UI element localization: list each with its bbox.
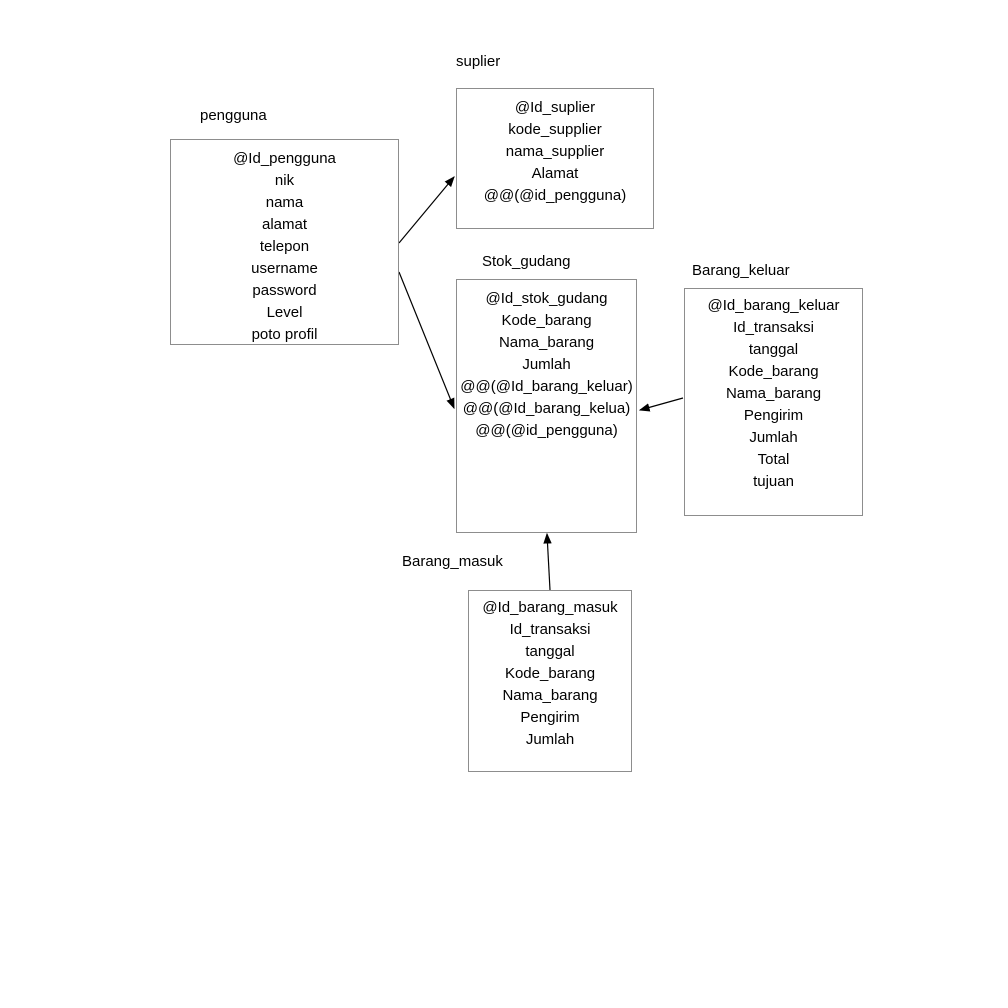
attribute: Level xyxy=(266,304,303,321)
attribute: @Id_barang_masuk xyxy=(482,599,618,616)
edge-pengguna-suplier xyxy=(399,177,454,243)
entity-suplier-box[interactable] xyxy=(456,88,654,229)
attribute: Jumlah xyxy=(525,731,575,748)
attribute: telepon xyxy=(259,238,310,255)
attribute: @@(@Id_barang_keluar) xyxy=(460,378,633,395)
edge-pengguna-stok-gudang xyxy=(399,272,454,408)
attribute: Id_transaksi xyxy=(733,319,814,336)
attribute: @Id_pengguna xyxy=(233,150,336,167)
attribute: username xyxy=(251,260,318,277)
attribute: Kode_barang xyxy=(501,312,592,329)
attribute: nama xyxy=(265,194,304,211)
entity-pengguna-box[interactable] xyxy=(170,139,399,345)
attribute: alamat xyxy=(261,216,308,233)
attribute: @Id_barang_keluar xyxy=(707,297,840,314)
entity-barang-keluar-title: Barang_keluar xyxy=(692,262,790,279)
attribute: Kode_barang xyxy=(728,363,819,380)
attribute: Nama_barang xyxy=(502,687,598,704)
attribute: @@(@id_pengguna) xyxy=(475,422,618,439)
attribute: password xyxy=(252,282,317,299)
attribute: Id_transaksi xyxy=(509,621,591,638)
attribute: nik xyxy=(274,172,295,189)
attribute: kode_supplier xyxy=(508,121,602,138)
entity-stok-gudang-title: Stok_gudang xyxy=(482,253,571,270)
attribute: nama_supplier xyxy=(505,143,605,160)
entity-barang-keluar-box[interactable] xyxy=(684,288,863,516)
attribute: Pengirim xyxy=(520,709,580,726)
attribute: Kode_barang xyxy=(504,665,596,682)
attribute: Total xyxy=(757,451,790,468)
attribute: Jumlah xyxy=(749,429,798,446)
attribute: Pengirim xyxy=(743,407,804,424)
attribute: @Id_suplier xyxy=(514,99,596,116)
entity-stok-gudang-box[interactable] xyxy=(456,279,637,533)
attribute: Jumlah xyxy=(522,356,571,373)
attribute: Alamat xyxy=(531,165,579,182)
edge-barang-masuk-stok-gudang xyxy=(547,534,550,590)
attribute: @@(@id_pengguna) xyxy=(483,187,627,204)
attribute: poto profil xyxy=(251,326,318,343)
entity-barang-masuk-box[interactable] xyxy=(468,590,632,772)
attribute: Nama_barang xyxy=(498,334,595,351)
attribute: tujuan xyxy=(753,473,794,490)
edge-barang-keluar-stok-gudang xyxy=(640,398,683,410)
attribute: tanggal xyxy=(525,643,575,660)
entity-suplier-title: suplier xyxy=(456,53,501,70)
attribute: Nama_barang xyxy=(725,385,822,402)
attribute: tanggal xyxy=(748,341,799,358)
entity-pengguna-title: pengguna xyxy=(200,107,267,124)
attribute: @Id_stok_gudang xyxy=(485,290,608,307)
attribute: @@(@Id_barang_kelua) xyxy=(462,400,631,417)
entity-barang-masuk-title: Barang_masuk xyxy=(402,553,503,570)
